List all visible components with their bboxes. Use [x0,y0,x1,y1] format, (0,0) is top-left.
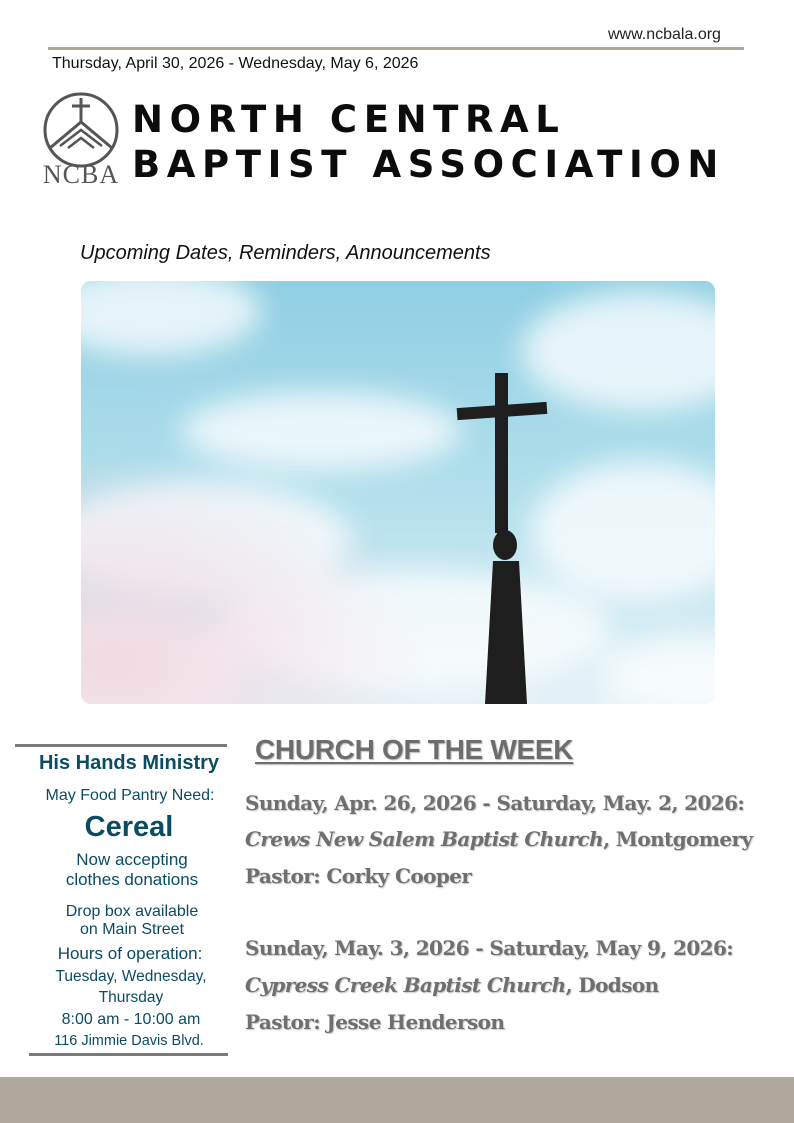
header-divider [48,47,744,50]
org-name-line-1: NORTH CENTRAL [132,98,566,141]
pantry-need-label: May Food Pantry Need: [45,787,215,804]
hours-label: Hours of operation: [57,944,203,963]
footer-band [0,1077,794,1123]
week-1-location: , Montgomery [603,827,753,851]
week-2-location: , Dodson [565,973,659,997]
hours-days [0,966,262,1008]
dropbox-line-2: on Main Street [79,921,185,938]
pantry-item: Cereal [84,811,174,843]
page-subtitle: Upcoming Dates, Reminders, Announcements [80,242,491,264]
hours-days-line-1: Tuesday, Wednesday, [55,968,207,985]
week-1-church [245,827,752,851]
week-2-pastor: Pastor: Jesse Henderson [245,1010,505,1034]
week-1-pastor: Pastor: Corky Cooper [245,864,472,888]
org-name-line-2: BAPTIST ASSOCIATION [132,143,725,186]
week-1-church-name: Crews New Salem Baptist Church [245,827,604,851]
website-link[interactable]: www.ncbala.org [608,26,721,43]
hours-days-line-2: Thursday [98,989,164,1006]
cross-steeple-icon [81,281,715,704]
sidebar-divider-top [15,744,227,747]
clothes-donations [0,850,264,890]
ministry-address: 116 Jimmie Davis Blvd. [54,1033,204,1049]
dropbox-line-1: Drop box available [65,903,199,920]
logo-wordmark: NCBA [42,160,120,189]
week-2-church-name: Cypress Creek Baptist Church [245,973,566,997]
week-2-dates: Sunday, May. 3, 2026 - Saturday, May 9, 2026: [245,936,734,960]
hours-time: 8:00 am - 10:00 am [61,1011,201,1028]
dropbox-info [0,903,264,939]
week-2-church [245,973,659,997]
hero-image [81,281,715,704]
date-range: Thursday, April 30, 2026 - Wednesday, May 6, 2026 [52,55,419,72]
week-1-dates: Sunday, Apr. 26, 2026 - Saturday, May. 2, 2026: [245,791,745,815]
ministry-title: His Hands Ministry [38,752,220,774]
sidebar-divider-bottom [29,1053,228,1056]
church-of-week-title: CHURCH OF THE WEEK [255,734,574,765]
clothes-line-2: clothes donations [65,870,199,889]
clothes-line-1: Now accepting [76,850,188,869]
